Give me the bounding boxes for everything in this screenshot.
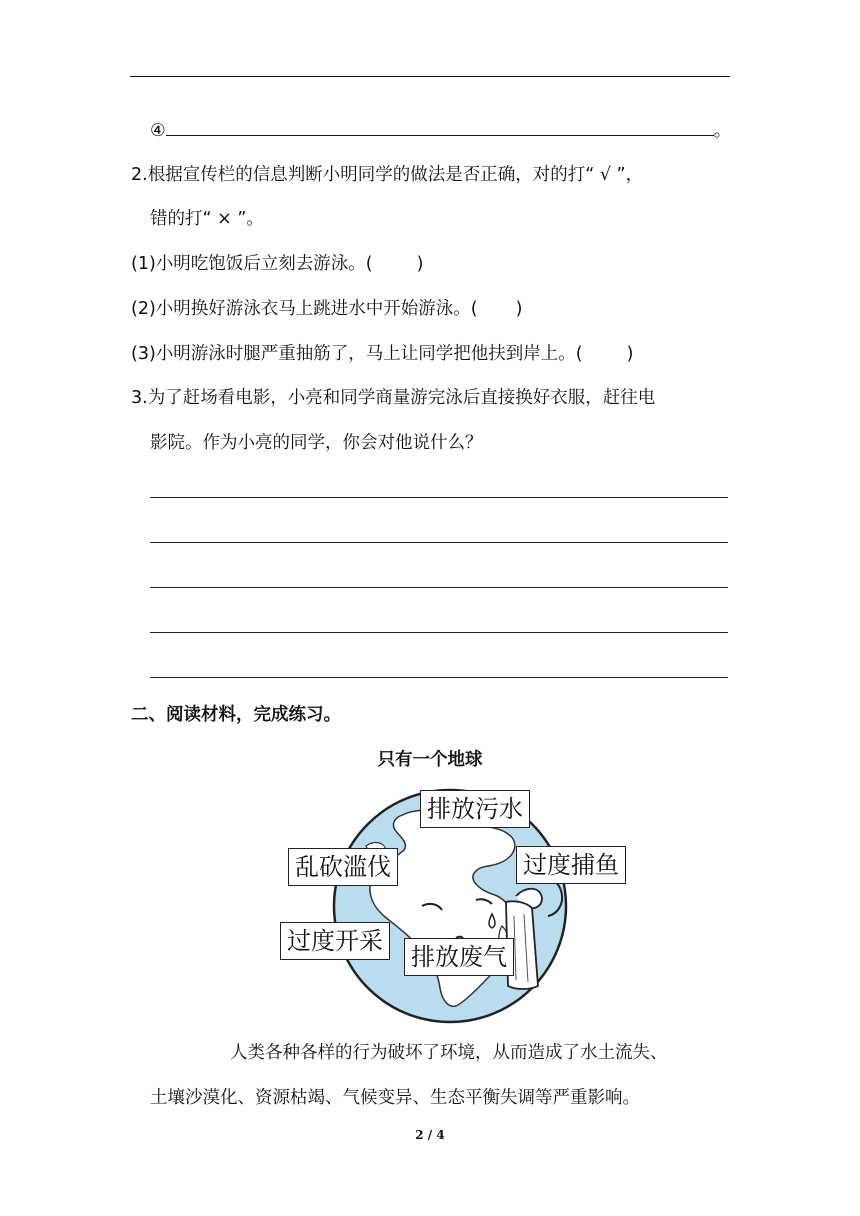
label-logging: 乱砍滥伐 (288, 848, 398, 886)
top-rule (130, 76, 730, 77)
q2-prompt-line2: 错的打“ × ”。 (150, 209, 264, 229)
passage-title: 只有一个地球 (377, 750, 483, 770)
item4-marker: ④ (150, 121, 166, 141)
q2-item-1-text: (1)小明吃饱饭后立刻去游泳。( (131, 254, 373, 274)
q2-item-3-close: ) (626, 344, 634, 364)
page-number: 2 / 4 (415, 1128, 445, 1142)
q3-answer-line-3[interactable] (150, 587, 728, 588)
q3-answer-line-4[interactable] (150, 632, 728, 633)
q2-item-2-text: (2)小明换好游泳衣马上跳进水中开始游泳。( (131, 299, 478, 319)
q3-prompt-line2: 影院。作为小亮的同学，你会对他说什么？ (150, 433, 483, 453)
label-fishing: 过度捕鱼 (516, 846, 626, 884)
q2-item-3-text: (3)小明游泳时腿严重抽筋了，马上让同学把他扶到岸上。( (131, 344, 583, 364)
label-exhaust: 排放废气 (404, 938, 514, 976)
q3-answer-line-5[interactable] (150, 677, 728, 678)
label-sewage: 排放污水 (420, 790, 530, 828)
item4-answer-row (150, 117, 731, 143)
item4-answer-blank[interactable] (166, 117, 714, 136)
q2-item-1 (131, 252, 423, 276)
q3-answer-line-1[interactable] (150, 497, 728, 498)
label-mining: 过度开采 (280, 922, 390, 960)
q2-item-3 (131, 342, 633, 366)
item4-end-mark: 。 (713, 121, 732, 141)
q2-item-1-close: ) (416, 254, 424, 274)
q3-answer-line-2[interactable] (150, 542, 728, 543)
passage-line-1: 人类各种各样的行为破坏了环境，从而造成了水土流失、 (230, 1043, 668, 1063)
q2-item-2 (131, 297, 522, 321)
q3-prompt-line1: 3.为了赶场看电影，小亮和同学商量游完泳后直接换好衣服，赶往电 (131, 388, 656, 408)
section2-heading: 二、阅读材料，完成练习。 (131, 705, 341, 725)
earth-illustration (270, 776, 630, 1026)
q2-prompt-line1: 2.根据宣传栏的信息判断小明同学的做法是否正确，对的打“ √ ”， (131, 165, 644, 185)
q2-item-2-close: ) (515, 299, 523, 319)
passage-line-2: 土壤沙漠化、资源枯竭、气候变异、生态平衡失调等严重影响。 (150, 1088, 640, 1108)
